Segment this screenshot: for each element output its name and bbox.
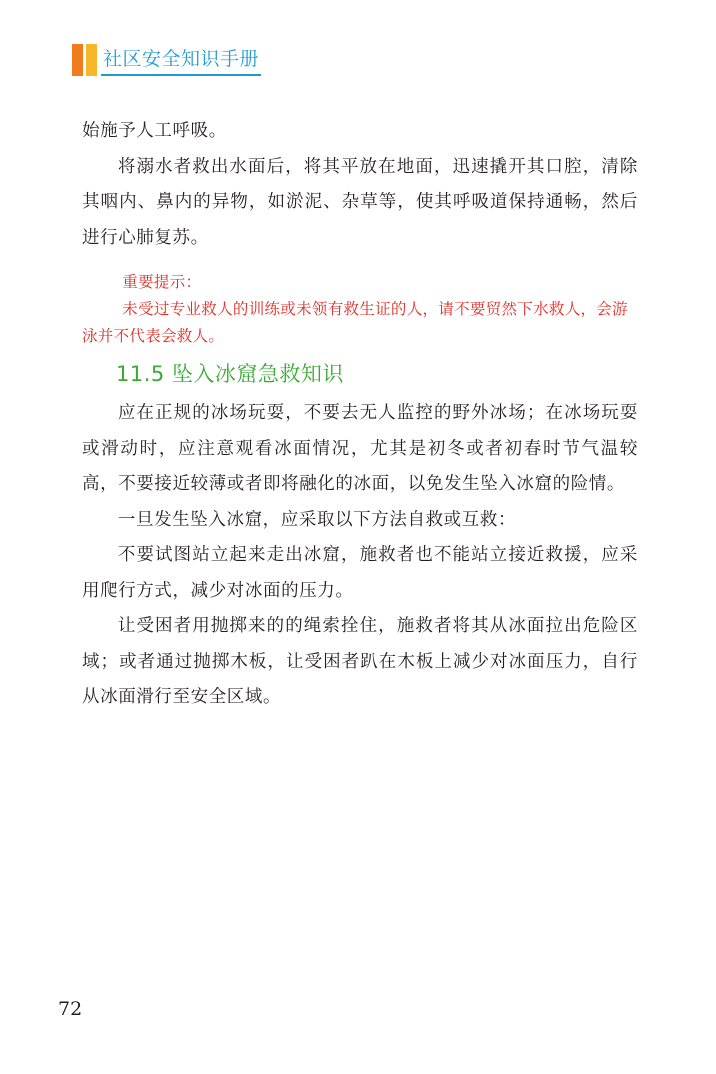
paragraph-rope-method: 让受困者用抛掷来的的绳索拴住，施救者将其从冰面拉出危险区域；或者通过抛掷木板，让受困者趴在木板上减少对冰面压力，自行从冰面滑行至安全区域。 — [82, 616, 638, 707]
important-note — [82, 269, 638, 350]
paragraph-rescue-steps: 将溺水者救出水面后，将其平放在地面，迅速撬开其口腔，清除其咽内、鼻内的异物，如淤泥、杂草等，使其呼吸道保持通畅，然后进行心肺复苏。 — [82, 156, 638, 248]
page-number: 72 — [58, 998, 83, 1020]
header-orange-bar — [72, 44, 83, 76]
paragraph-crawl-method: 不要试图站立起来走出冰窟，施救者也不能站立接近救援，应采用爬行方式，减少对冰面的压力。 — [82, 545, 638, 601]
paragraph-continuation: 始施予人工呼吸。 — [82, 121, 227, 141]
note-text: 未受过专业救人的训练或未领有救生证的人，请不要贸然下水救人，会游泳并不代表会救人。 — [82, 300, 628, 345]
header-yellow-bar — [86, 44, 97, 76]
running-header — [72, 44, 261, 76]
note-label: 重要提示： — [122, 273, 202, 291]
header-title: 社区安全知识手册 — [101, 47, 261, 76]
paragraph-self-rescue-intro: 一旦发生坠入冰窟，应采取以下方法自救或互救： — [117, 509, 517, 530]
section-title: 11.5 坠入冰窟急救知识 — [116, 362, 344, 386]
page-content — [82, 114, 638, 716]
paragraph-ice-safety: 应在正规的冰场玩耍，不要去无人监控的野外冰场；在冰场玩耍或滑动时，应注意观看冰面情况，尤其是初冬或者初春时节气温较高，不要接近较薄或者即将融化的冰面，以免发生坠入冰窟的险情。 — [82, 403, 638, 494]
